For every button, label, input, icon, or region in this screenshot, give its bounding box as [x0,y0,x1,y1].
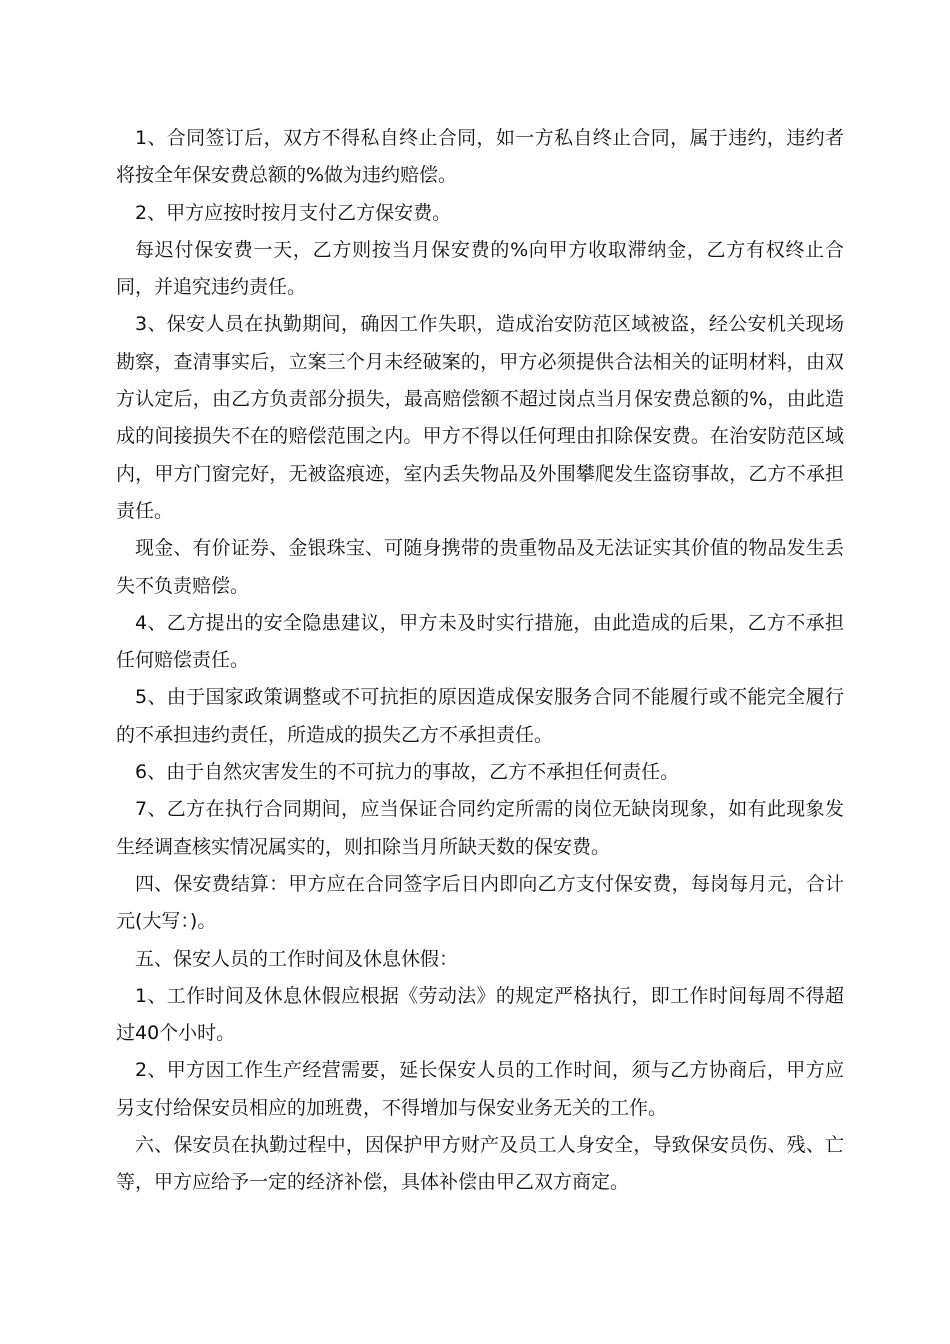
clause-paragraph: 2、甲方应按时按月支付乙方保安费。 [135,201,452,224]
clause-paragraph: 5、由于国家政策调整或不可抗拒的原因造成保安服务合同不能履行或不能完全履行的不承担违约责任，所造成的损失乙方不承担责任。 [116,686,844,746]
clause-paragraph: 现金、有价证券、金银珠宝、可随身携带的贵重物品及无法证实其价值的物品发生丢失不负责赔偿。 [116,537,844,597]
contract-body [116,120,844,1202]
clause-paragraph: 4、乙方提出的安全隐患建议，甲方未及时实行措施，由此造成的后果，乙方不承担任何赔偿责任。 [116,611,844,672]
clause-paragraph: 1、合同签订后，双方不得私自终止合同，如一方私自终止合同，属于违约，违约者将按全年保安费总额的%做为违约赔偿。 [116,127,844,187]
section-heading: 五、保安人员的工作时间及休息休假： [135,947,459,970]
clause-paragraph: 2、甲方因工作生产经营需要，延长保安人员的工作时间，须与乙方协商后，甲方应另支付给保安员相应的加班费，不得增加与保安业务无关的工作。 [116,1059,844,1119]
clause-paragraph: 1、工作时间及休息休假应根据《劳动法》的规定严格执行，即工作时间每周不得超过40个小时。 [116,984,844,1045]
section-paragraph: 四、保安费结算：甲方应在合同签字后日内即向乙方支付保安费，每岗每月元，合计元(大写：)。 [116,872,844,933]
clause-paragraph: 6、由于自然灾害发生的不可抗力的事故，乙方不承担任何责任。 [135,761,680,784]
section-paragraph: 六、保安员在执勤过程中，因保护甲方财产及员工人身安全，导致保安员伤、残、亡等，甲方应给予一定的经济补偿，具体补偿由甲乙双方商定。 [116,1134,844,1194]
clause-paragraph: 7、乙方在执行合同期间，应当保证合同约定所需的岗位无缺岗现象，如有此现象发生经调查核实情况属实的，则扣除当月所缺天数的保安费。 [116,798,844,858]
clause-paragraph: 3、保安人员在执勤期间，确因工作失职，造成治安防范区域被盗，经公安机关现场勘察，查清事实后，立案三个月未经破案的，甲方必须提供合法相关的证明材料，由双方认定后，由乙方负责部分损失，最高赔偿额不超过岗点当月保安费总额的%，由此造成的间接损失不在的赔偿范围之内。甲方不得以任何理由扣除保安费。在治安防范区域内，甲方门窗完好，无被盗痕迹，室内丢失物品及外围攀爬发生盗窃事故，乙方不承担责任。 [116,313,844,522]
clause-paragraph: 每迟付保安费一天，乙方则按当月保安费的%向甲方收取滞纳金，乙方有权终止合同，并追究违约责任。 [116,238,844,299]
